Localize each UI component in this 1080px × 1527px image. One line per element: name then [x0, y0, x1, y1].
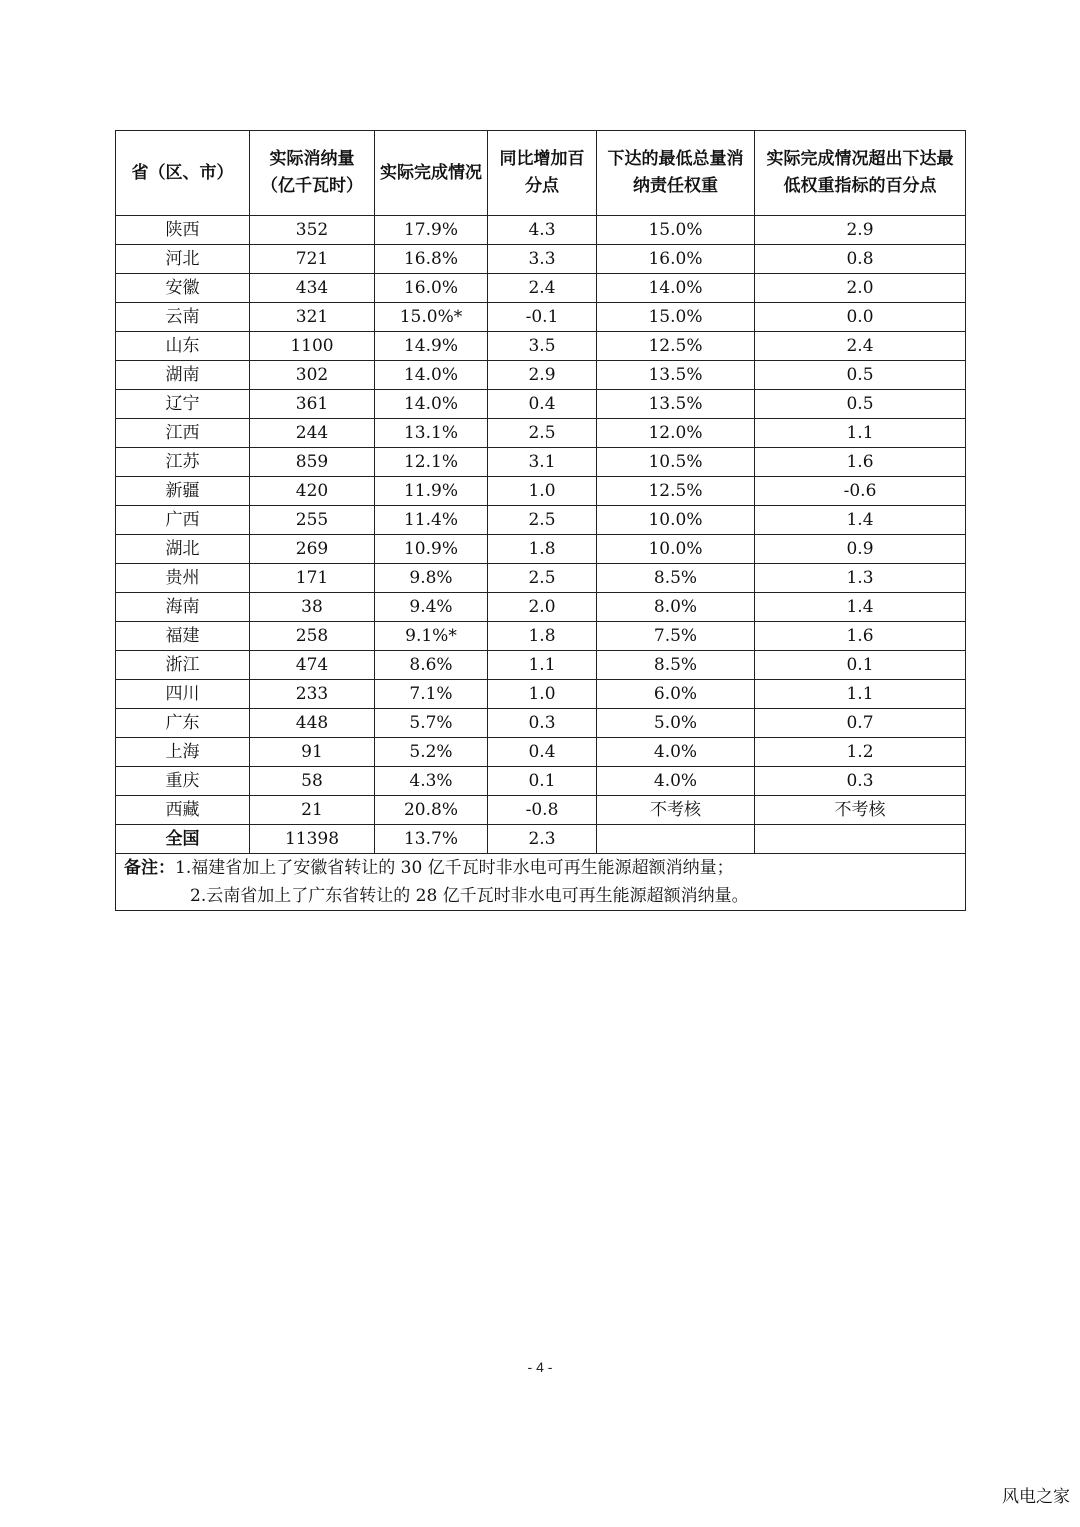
watermark-text: 风电之家 — [1002, 1487, 1070, 1507]
yoy-cell: 0.3 — [488, 709, 597, 738]
weight-cell: 6.0% — [597, 680, 755, 709]
page-number: - 4 - — [527, 1359, 553, 1375]
completion-cell: 15.0%* — [375, 303, 488, 332]
province-cell: 山东 — [116, 332, 250, 361]
exceed-cell: 1.3 — [755, 564, 966, 593]
weight-cell: 10.0% — [597, 506, 755, 535]
table-row — [116, 767, 966, 796]
exceed-cell: 2.9 — [755, 216, 966, 245]
completion-cell: 5.7% — [375, 709, 488, 738]
consumption-cell: 244 — [250, 419, 375, 448]
consumption-cell: 1100 — [250, 332, 375, 361]
yoy-cell: 1.0 — [488, 680, 597, 709]
consumption-cell: 38 — [250, 593, 375, 622]
exceed-cell: 1.4 — [755, 506, 966, 535]
yoy-cell: 4.3 — [488, 216, 597, 245]
exceed-cell: 1.6 — [755, 622, 966, 651]
province-cell: 辽宁 — [116, 390, 250, 419]
header-actual-consumption: 实际消纳量（亿千瓦时） — [250, 131, 375, 216]
yoy-cell: 3.5 — [488, 332, 597, 361]
consumption-cell: 434 — [250, 274, 375, 303]
table-row — [116, 506, 966, 535]
province-cell: 四川 — [116, 680, 250, 709]
total-completion-cell: 13.7% — [375, 825, 488, 854]
consumption-cell: 233 — [250, 680, 375, 709]
table-row — [116, 332, 966, 361]
exceed-cell: 1.1 — [755, 680, 966, 709]
province-cell: 广东 — [116, 709, 250, 738]
header-yoy-increase: 同比增加百分点 — [488, 131, 597, 216]
province-cell: 上海 — [116, 738, 250, 767]
consumption-cell: 721 — [250, 245, 375, 274]
header-exceed-points: 实际完成情况超出下达最低权重指标的百分点 — [755, 131, 966, 216]
province-cell: 广西 — [116, 506, 250, 535]
yoy-cell: 1.8 — [488, 535, 597, 564]
total-weight-cell — [597, 825, 755, 854]
table-row — [116, 651, 966, 680]
exceed-cell: 2.4 — [755, 332, 966, 361]
completion-cell: 14.0% — [375, 361, 488, 390]
exceed-cell: 0.1 — [755, 651, 966, 680]
header-province: 省（区、市） — [116, 131, 250, 216]
province-cell: 西藏 — [116, 796, 250, 825]
header-min-weight: 下达的最低总量消纳责任权重 — [597, 131, 755, 216]
yoy-cell: 1.8 — [488, 622, 597, 651]
weight-cell: 14.0% — [597, 274, 755, 303]
table-row — [116, 738, 966, 767]
consumption-cell: 255 — [250, 506, 375, 535]
table-row — [116, 274, 966, 303]
completion-cell: 17.9% — [375, 216, 488, 245]
consumption-cell: 58 — [250, 767, 375, 796]
weight-cell: 8.5% — [597, 651, 755, 680]
table-row — [116, 216, 966, 245]
total-exceed-cell — [755, 825, 966, 854]
notes-row — [116, 854, 966, 911]
yoy-cell: 0.4 — [488, 738, 597, 767]
yoy-cell: 0.4 — [488, 390, 597, 419]
table-row — [116, 564, 966, 593]
consumption-cell: 171 — [250, 564, 375, 593]
weight-cell: 15.0% — [597, 303, 755, 332]
province-cell: 重庆 — [116, 767, 250, 796]
completion-cell: 13.1% — [375, 419, 488, 448]
consumption-cell: 321 — [250, 303, 375, 332]
table-row — [116, 303, 966, 332]
yoy-cell: 1.0 — [488, 477, 597, 506]
exceed-cell: 0.7 — [755, 709, 966, 738]
yoy-cell: -0.1 — [488, 303, 597, 332]
exceed-cell: 1.4 — [755, 593, 966, 622]
completion-cell: 14.0% — [375, 390, 488, 419]
weight-cell: 8.0% — [597, 593, 755, 622]
table-row — [116, 535, 966, 564]
completion-cell: 4.3% — [375, 767, 488, 796]
table-row — [116, 448, 966, 477]
exceed-cell: -0.6 — [755, 477, 966, 506]
province-cell: 陕西 — [116, 216, 250, 245]
weight-cell: 13.5% — [597, 390, 755, 419]
total-yoy-cell: 2.3 — [488, 825, 597, 854]
completion-cell: 8.6% — [375, 651, 488, 680]
consumption-cell: 91 — [250, 738, 375, 767]
yoy-cell: 2.9 — [488, 361, 597, 390]
province-cell: 湖南 — [116, 361, 250, 390]
completion-cell: 9.1%* — [375, 622, 488, 651]
table-row — [116, 709, 966, 738]
table-row — [116, 390, 966, 419]
weight-cell: 15.0% — [597, 216, 755, 245]
yoy-cell: 2.0 — [488, 593, 597, 622]
notes-cell — [116, 854, 966, 911]
weight-cell: 10.5% — [597, 448, 755, 477]
consumption-cell: 269 — [250, 535, 375, 564]
completion-cell: 7.1% — [375, 680, 488, 709]
completion-cell: 12.1% — [375, 448, 488, 477]
table-row — [116, 680, 966, 709]
weight-cell: 13.5% — [597, 361, 755, 390]
exceed-cell: 0.5 — [755, 390, 966, 419]
yoy-cell: -0.8 — [488, 796, 597, 825]
exceed-cell: 0.0 — [755, 303, 966, 332]
exceed-cell: 1.6 — [755, 448, 966, 477]
exceed-cell: 2.0 — [755, 274, 966, 303]
weight-cell: 5.0% — [597, 709, 755, 738]
note-text-1: 1.福建省加上了安徽省转让的 30 亿千瓦时非水电可再生能源超额消纳量； — [175, 858, 734, 878]
province-cell: 浙江 — [116, 651, 250, 680]
weight-cell: 16.0% — [597, 245, 755, 274]
table-row — [116, 361, 966, 390]
province-cell: 云南 — [116, 303, 250, 332]
province-cell: 江苏 — [116, 448, 250, 477]
yoy-cell: 0.1 — [488, 767, 597, 796]
yoy-cell: 3.3 — [488, 245, 597, 274]
yoy-cell: 2.5 — [488, 506, 597, 535]
table-body — [116, 216, 966, 825]
note-line-2 — [124, 882, 965, 910]
consumption-cell: 258 — [250, 622, 375, 651]
yoy-cell: 2.5 — [488, 419, 597, 448]
exceed-cell: 0.5 — [755, 361, 966, 390]
exceed-cell: 不考核 — [755, 796, 966, 825]
yoy-cell: 2.5 — [488, 564, 597, 593]
province-cell: 福建 — [116, 622, 250, 651]
consumption-cell: 302 — [250, 361, 375, 390]
table-row — [116, 593, 966, 622]
consumption-cell: 352 — [250, 216, 375, 245]
province-cell: 贵州 — [116, 564, 250, 593]
exceed-cell: 0.8 — [755, 245, 966, 274]
total-name-cell: 全国 — [116, 825, 250, 854]
total-consumption-cell: 11398 — [250, 825, 375, 854]
note-label: 备注： — [124, 858, 175, 878]
table-row — [116, 419, 966, 448]
consumption-cell: 361 — [250, 390, 375, 419]
completion-cell: 11.4% — [375, 506, 488, 535]
completion-cell: 10.9% — [375, 535, 488, 564]
province-cell: 河北 — [116, 245, 250, 274]
consumption-table — [115, 130, 966, 911]
completion-cell: 16.0% — [375, 274, 488, 303]
exceed-cell: 0.9 — [755, 535, 966, 564]
weight-cell: 10.0% — [597, 535, 755, 564]
table-total-row — [116, 825, 966, 854]
table-header-row — [116, 131, 966, 216]
weight-cell: 12.0% — [597, 419, 755, 448]
completion-cell: 9.4% — [375, 593, 488, 622]
completion-cell: 9.8% — [375, 564, 488, 593]
weight-cell: 4.0% — [597, 767, 755, 796]
exceed-cell: 1.1 — [755, 419, 966, 448]
completion-cell: 11.9% — [375, 477, 488, 506]
yoy-cell: 2.4 — [488, 274, 597, 303]
province-cell: 江西 — [116, 419, 250, 448]
completion-cell: 5.2% — [375, 738, 488, 767]
completion-cell: 16.8% — [375, 245, 488, 274]
table-row — [116, 245, 966, 274]
table-row — [116, 477, 966, 506]
completion-cell: 14.9% — [375, 332, 488, 361]
weight-cell: 4.0% — [597, 738, 755, 767]
weight-cell: 12.5% — [597, 477, 755, 506]
province-cell: 海南 — [116, 593, 250, 622]
consumption-cell: 474 — [250, 651, 375, 680]
note-line-1 — [124, 854, 965, 882]
weight-cell: 8.5% — [597, 564, 755, 593]
weight-cell: 12.5% — [597, 332, 755, 361]
exceed-cell: 1.2 — [755, 738, 966, 767]
consumption-cell: 859 — [250, 448, 375, 477]
province-cell: 安徽 — [116, 274, 250, 303]
weight-cell: 不考核 — [597, 796, 755, 825]
exceed-cell: 0.3 — [755, 767, 966, 796]
header-actual-completion: 实际完成情况 — [375, 131, 488, 216]
note-text-2: 2.云南省加上了广东省转让的 28 亿千瓦时非水电可再生能源超额消纳量。 — [190, 886, 749, 906]
yoy-cell: 3.1 — [488, 448, 597, 477]
table-row — [116, 796, 966, 825]
yoy-cell: 1.1 — [488, 651, 597, 680]
consumption-cell: 21 — [250, 796, 375, 825]
completion-cell: 20.8% — [375, 796, 488, 825]
consumption-cell: 448 — [250, 709, 375, 738]
table-row — [116, 622, 966, 651]
province-cell: 湖北 — [116, 535, 250, 564]
consumption-cell: 420 — [250, 477, 375, 506]
province-cell: 新疆 — [116, 477, 250, 506]
weight-cell: 7.5% — [597, 622, 755, 651]
